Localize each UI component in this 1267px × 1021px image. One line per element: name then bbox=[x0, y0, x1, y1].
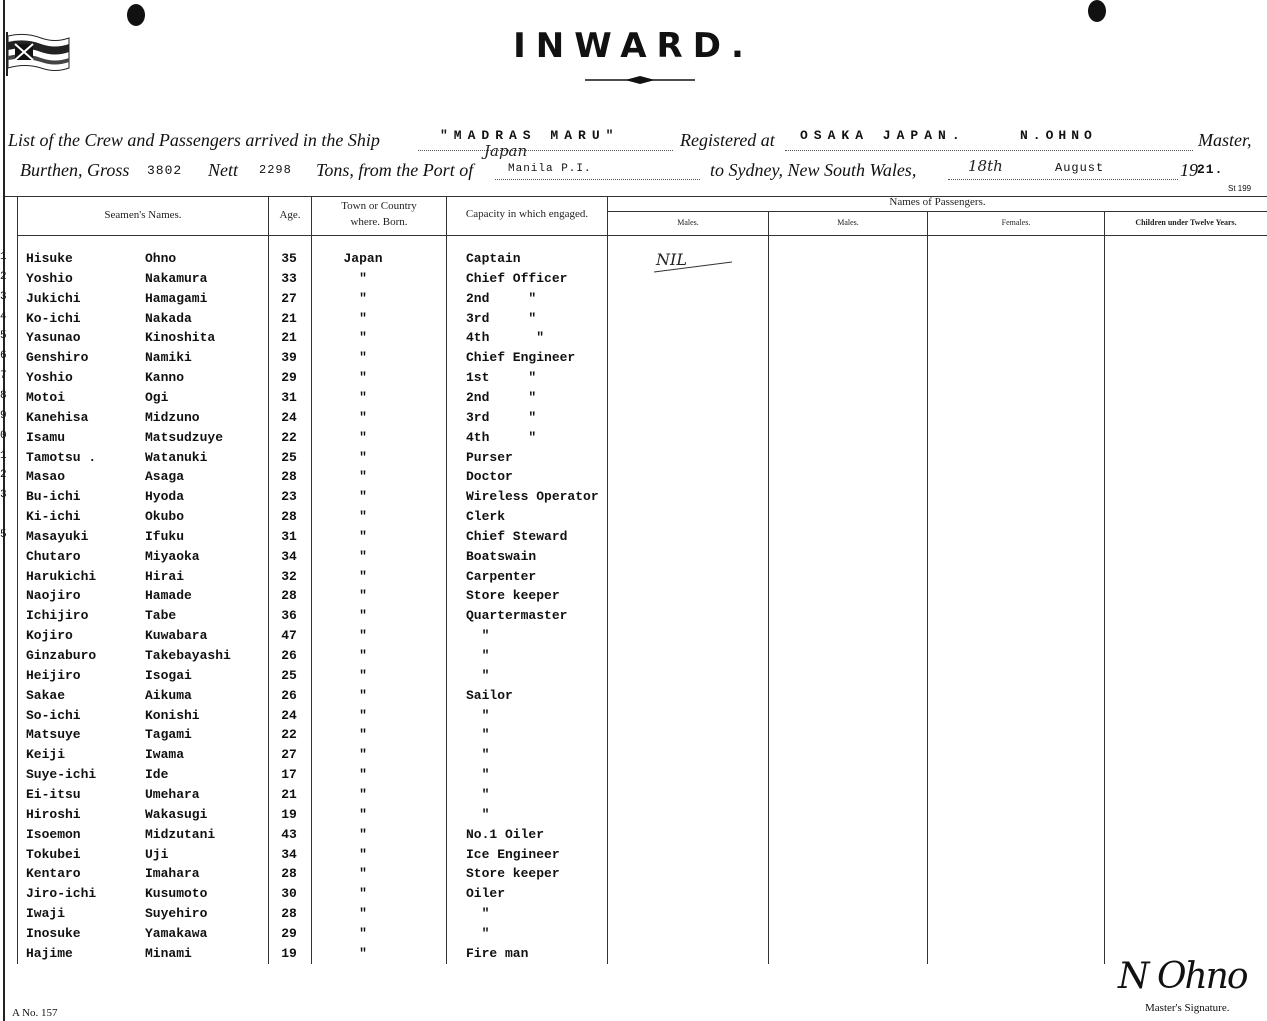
crew-birthplace: " bbox=[359, 866, 367, 881]
crew-age: 25 bbox=[281, 450, 297, 465]
ship-name: "MADRAS MARU" bbox=[440, 128, 620, 143]
crew-age: 28 bbox=[281, 509, 297, 524]
crew-first-name: Isamu bbox=[26, 430, 66, 445]
crew-first-name: Bu-ichi bbox=[26, 489, 81, 504]
month: August bbox=[1055, 161, 1105, 175]
crew-capacity: 2nd " bbox=[466, 390, 537, 405]
crew-capacity: Oiler bbox=[466, 886, 506, 901]
crew-birthplace: " bbox=[359, 608, 367, 623]
crew-age: 26 bbox=[281, 648, 297, 663]
crew-birthplace: " bbox=[359, 509, 367, 524]
crew-surname: Ifuku bbox=[145, 529, 185, 544]
crew-surname: Ide bbox=[145, 767, 169, 782]
crew-first-name: Suye-ichi bbox=[26, 767, 97, 782]
crew-birthplace: " bbox=[359, 727, 367, 742]
header-males-1: Males. bbox=[677, 218, 699, 227]
crew-capacity: " bbox=[466, 787, 490, 802]
header-age: Age. bbox=[279, 209, 301, 221]
crew-capacity: Clerk bbox=[466, 509, 506, 524]
crew-row bbox=[0, 390, 1267, 410]
row-number: 6 bbox=[0, 350, 7, 362]
crew-first-name: Hiroshi bbox=[26, 807, 81, 822]
crew-age: 17 bbox=[281, 767, 297, 782]
crew-capacity: Chief Steward bbox=[466, 529, 568, 544]
crew-first-name: Ginzaburo bbox=[26, 648, 97, 663]
crew-birthplace: " bbox=[359, 489, 367, 504]
port-typed: Manila P.I. bbox=[508, 163, 592, 175]
crew-first-name: Isoemon bbox=[26, 827, 81, 842]
crew-first-name: Yoshio bbox=[26, 271, 73, 286]
crew-row bbox=[0, 827, 1267, 847]
crew-surname: Watanuki bbox=[145, 450, 208, 465]
crew-surname: Kinoshita bbox=[145, 330, 216, 345]
crew-row bbox=[0, 866, 1267, 886]
crew-first-name: Ichijiro bbox=[26, 608, 89, 623]
crew-surname: Umehara bbox=[145, 787, 200, 802]
crew-surname: Tagami bbox=[145, 727, 192, 742]
row-number: 5 bbox=[0, 330, 7, 342]
form-number: A No. 157 bbox=[12, 1007, 58, 1019]
crew-first-name: Genshiro bbox=[26, 350, 89, 365]
crew-age: 28 bbox=[281, 469, 297, 484]
crew-birthplace: " bbox=[359, 688, 367, 703]
crew-age: 26 bbox=[281, 688, 297, 703]
crew-capacity: Fire man bbox=[466, 946, 529, 961]
crew-age: 33 bbox=[281, 271, 297, 286]
day-handwritten: 18th bbox=[968, 157, 1003, 175]
gross-tons: 3802 bbox=[147, 163, 183, 178]
crew-row bbox=[0, 767, 1267, 787]
row-number: 7 bbox=[0, 370, 7, 382]
crew-row bbox=[0, 291, 1267, 311]
crew-surname: Miyaoka bbox=[145, 549, 200, 564]
crew-birthplace: " bbox=[359, 847, 367, 862]
row-number: 0 bbox=[0, 430, 7, 442]
row-number: 2 bbox=[0, 469, 7, 481]
crew-capacity: " bbox=[466, 767, 490, 782]
crew-age: 47 bbox=[281, 628, 297, 643]
crew-capacity: 3rd " bbox=[466, 410, 537, 425]
crew-birthplace: " bbox=[359, 469, 367, 484]
crew-row bbox=[0, 747, 1267, 767]
row-number: 2 bbox=[0, 271, 7, 283]
crew-surname: Hirai bbox=[145, 569, 185, 584]
crew-capacity: " bbox=[466, 668, 490, 683]
tons-from-label: Tons, from the Port of bbox=[316, 160, 474, 180]
row-number: 9 bbox=[0, 410, 7, 422]
crew-birthplace: " bbox=[359, 311, 367, 326]
header-seamen-names: Seamen's Names. bbox=[104, 209, 182, 221]
crew-row bbox=[0, 529, 1267, 549]
crew-capacity: Chief Officer bbox=[466, 271, 568, 286]
crew-row bbox=[0, 450, 1267, 470]
page-title: INWARD. bbox=[513, 26, 754, 66]
crew-first-name: Tokubei bbox=[26, 847, 81, 862]
crew-birthplace: " bbox=[359, 430, 367, 445]
master-name: N.OHNO bbox=[1020, 128, 1097, 143]
crew-capacity: " bbox=[466, 708, 490, 723]
row-number: 5 bbox=[0, 529, 7, 541]
crew-surname: Okubo bbox=[145, 509, 185, 524]
crew-capacity: 4th " bbox=[466, 430, 537, 445]
title-ornament bbox=[585, 76, 695, 84]
crew-first-name: Yasunao bbox=[26, 330, 81, 345]
crew-capacity: No.1 Oiler bbox=[466, 827, 545, 842]
crew-birthplace: " bbox=[359, 906, 367, 921]
crew-first-name: Sakae bbox=[26, 688, 66, 703]
crew-row bbox=[0, 569, 1267, 589]
crew-age: 27 bbox=[281, 291, 297, 306]
crew-age: 43 bbox=[281, 827, 297, 842]
crew-age: 34 bbox=[281, 549, 297, 564]
crew-capacity: " bbox=[466, 648, 490, 663]
crew-capacity: Store keeper bbox=[466, 866, 560, 881]
crew-birthplace: " bbox=[359, 668, 367, 683]
crew-row bbox=[0, 430, 1267, 450]
crew-age: 19 bbox=[281, 946, 297, 961]
crew-first-name: Motoi bbox=[26, 390, 66, 405]
crew-row bbox=[0, 370, 1267, 390]
crew-first-name: Yoshio bbox=[26, 370, 73, 385]
crew-capacity: Store keeper bbox=[466, 588, 560, 603]
crew-surname: Uji bbox=[145, 847, 169, 862]
crew-age: 24 bbox=[281, 708, 297, 723]
crew-age: 21 bbox=[281, 311, 297, 326]
crew-surname: Hamagami bbox=[145, 291, 208, 306]
crew-birthplace: " bbox=[359, 708, 367, 723]
crew-surname: Tabe bbox=[145, 608, 177, 623]
crew-first-name: Harukichi bbox=[26, 569, 97, 584]
crew-first-name: Jiro-ichi bbox=[26, 886, 97, 901]
crew-row bbox=[0, 946, 1267, 966]
registered-port: OSAKA JAPAN. bbox=[800, 128, 966, 143]
crew-capacity: " bbox=[466, 906, 490, 921]
crew-birthplace: " bbox=[359, 330, 367, 345]
nett-tons: 2298 bbox=[259, 163, 292, 177]
crew-surname: Ohno bbox=[145, 251, 177, 266]
crew-capacity: " bbox=[466, 727, 490, 742]
crew-surname: Hyoda bbox=[145, 489, 185, 504]
crew-row bbox=[0, 886, 1267, 906]
crew-age: 28 bbox=[281, 906, 297, 921]
crew-birthplace: " bbox=[359, 450, 367, 465]
crew-first-name: Hisuke bbox=[26, 251, 73, 266]
crew-first-name: Inosuke bbox=[26, 926, 81, 941]
crew-birthplace: " bbox=[359, 529, 367, 544]
crew-age: 31 bbox=[281, 529, 297, 544]
header-children: Children under Twelve Years. bbox=[1135, 218, 1237, 227]
crew-capacity: Ice Engineer bbox=[466, 847, 560, 862]
crew-age: 31 bbox=[281, 390, 297, 405]
crew-surname: Takebayashi bbox=[145, 648, 231, 663]
port-handwritten: Japan bbox=[484, 142, 528, 160]
crew-age: 23 bbox=[281, 489, 297, 504]
crew-age: 30 bbox=[281, 886, 297, 901]
crew-surname: Iwama bbox=[145, 747, 185, 762]
crew-row bbox=[0, 549, 1267, 569]
crew-row bbox=[0, 668, 1267, 688]
row-number: 3 bbox=[0, 291, 7, 303]
crew-first-name: So-ichi bbox=[26, 708, 81, 723]
crew-capacity: Wireless Operator bbox=[466, 489, 599, 504]
crew-surname: Imahara bbox=[145, 866, 200, 881]
crew-capacity: " bbox=[466, 807, 490, 822]
crew-first-name: Jukichi bbox=[26, 291, 81, 306]
crew-row bbox=[0, 489, 1267, 509]
header-capacity: Capacity in which engaged. bbox=[465, 208, 589, 220]
registered-at-label: Registered at bbox=[680, 130, 775, 150]
crew-capacity: 3rd " bbox=[466, 311, 537, 326]
crew-age: 34 bbox=[281, 847, 297, 862]
crew-first-name: Heijiro bbox=[26, 668, 81, 683]
crew-row bbox=[0, 410, 1267, 430]
crew-birthplace: " bbox=[359, 390, 367, 405]
crew-surname: Nakamura bbox=[145, 271, 208, 286]
crew-row bbox=[0, 708, 1267, 728]
crew-birthplace: " bbox=[359, 271, 367, 286]
crew-birthplace: " bbox=[359, 628, 367, 643]
header-females: Females. bbox=[1001, 218, 1031, 227]
crew-capacity: " bbox=[466, 926, 490, 941]
crew-age: 39 bbox=[281, 350, 297, 365]
crew-capacity: " bbox=[466, 747, 490, 762]
registered-dotline bbox=[785, 149, 1193, 151]
header-names-of-passengers: Names of Passengers. bbox=[889, 196, 986, 208]
crew-row bbox=[0, 350, 1267, 370]
passengers-nil-note: NIL bbox=[656, 250, 687, 269]
crew-surname: Minami bbox=[145, 946, 192, 961]
header-town-1: Town or Country bbox=[341, 200, 417, 212]
crew-age: 24 bbox=[281, 410, 297, 425]
crew-capacity: Doctor bbox=[466, 469, 513, 484]
crew-row bbox=[0, 787, 1267, 807]
crew-row bbox=[0, 271, 1267, 291]
crew-age: 28 bbox=[281, 866, 297, 881]
crew-birthplace: " bbox=[359, 767, 367, 782]
crew-capacity: Purser bbox=[466, 450, 513, 465]
crew-capacity: 2nd " bbox=[466, 291, 537, 306]
crew-surname: Kanno bbox=[145, 370, 185, 385]
crew-first-name: Chutaro bbox=[26, 549, 81, 564]
crew-first-name: Matsuye bbox=[26, 727, 81, 742]
crew-capacity: 4th " bbox=[466, 330, 545, 345]
crew-age: 21 bbox=[281, 787, 297, 802]
crew-capacity: Sailor bbox=[466, 688, 513, 703]
crew-surname: Midzuno bbox=[145, 410, 200, 425]
crew-age: 36 bbox=[281, 608, 297, 623]
ship-dotline bbox=[418, 149, 673, 151]
header-town-2: where. Born. bbox=[350, 216, 408, 228]
crew-row bbox=[0, 648, 1267, 668]
crew-surname: Wakasugi bbox=[145, 807, 208, 822]
row-number: 3 bbox=[0, 489, 7, 501]
crew-row bbox=[0, 469, 1267, 489]
table-header-rule bbox=[18, 235, 1267, 236]
crew-age: 22 bbox=[281, 727, 297, 742]
crew-surname: Hamade bbox=[145, 588, 192, 603]
crew-row bbox=[0, 807, 1267, 827]
crew-surname: Namiki bbox=[145, 350, 192, 365]
crew-age: 21 bbox=[281, 330, 297, 345]
crew-capacity: 1st " bbox=[466, 370, 537, 385]
row-number: 8 bbox=[0, 390, 7, 402]
crew-birthplace: " bbox=[359, 787, 367, 802]
header-males-2: Males. bbox=[837, 218, 859, 227]
crew-row bbox=[0, 926, 1267, 946]
crew-surname: Aikuma bbox=[145, 688, 192, 703]
crew-birthplace: " bbox=[359, 410, 367, 425]
crew-surname: Kuwabara bbox=[145, 628, 208, 643]
crew-row bbox=[0, 251, 1267, 271]
year-prefix: 19 bbox=[1180, 160, 1198, 180]
crew-first-name: Ko-ichi bbox=[26, 311, 81, 326]
crew-first-name: Keiji bbox=[26, 747, 66, 762]
punch-hole-right bbox=[1088, 0, 1106, 22]
crew-age: 27 bbox=[281, 747, 297, 762]
crew-first-name: Iwaji bbox=[26, 906, 66, 921]
crew-surname: Matsudzuye bbox=[145, 430, 224, 445]
crew-age: 22 bbox=[281, 430, 297, 445]
crew-first-name: Ki-ichi bbox=[26, 509, 81, 524]
crew-row bbox=[0, 628, 1267, 648]
nett-label: Nett bbox=[208, 160, 238, 180]
crew-first-name: Kentaro bbox=[26, 866, 81, 881]
crew-birthplace: " bbox=[359, 648, 367, 663]
crew-capacity: Captain bbox=[466, 251, 521, 266]
master-signature: N Ohno bbox=[1118, 956, 1247, 997]
crew-birthplace: " bbox=[359, 549, 367, 564]
crew-row bbox=[0, 906, 1267, 926]
crew-first-name: Masayuki bbox=[26, 529, 89, 544]
port-dotline bbox=[495, 178, 700, 180]
crew-birthplace: Japan bbox=[343, 251, 383, 266]
crew-birthplace: " bbox=[359, 370, 367, 385]
crew-age: 32 bbox=[281, 569, 297, 584]
crew-row bbox=[0, 608, 1267, 628]
crew-capacity: " bbox=[466, 628, 490, 643]
crew-first-name: Tamotsu . bbox=[26, 450, 97, 465]
crew-first-name: Ei-itsu bbox=[26, 787, 81, 802]
crew-age: 29 bbox=[281, 926, 297, 941]
crew-age: 19 bbox=[281, 807, 297, 822]
crew-birthplace: " bbox=[359, 886, 367, 901]
crew-row bbox=[0, 330, 1267, 350]
crew-surname: Asaga bbox=[145, 469, 185, 484]
crew-birthplace: " bbox=[359, 807, 367, 822]
crew-first-name: Kanehisa bbox=[26, 410, 89, 425]
st-code: St 199 bbox=[1228, 184, 1252, 193]
crew-row bbox=[0, 311, 1267, 331]
crew-row bbox=[0, 847, 1267, 867]
crew-row bbox=[0, 688, 1267, 708]
crew-age: 35 bbox=[281, 251, 297, 266]
crew-row bbox=[0, 588, 1267, 608]
crew-capacity: Quartermaster bbox=[466, 608, 568, 623]
crew-birthplace: " bbox=[359, 350, 367, 365]
crew-birthplace: " bbox=[359, 747, 367, 762]
crew-surname: Suyehiro bbox=[145, 906, 208, 921]
to-sydney-label: to Sydney, New South Wales, bbox=[710, 160, 917, 180]
row-number: 1 bbox=[0, 450, 7, 462]
punch-hole-left bbox=[127, 4, 145, 26]
crew-birthplace: " bbox=[359, 588, 367, 603]
crew-age: 28 bbox=[281, 588, 297, 603]
crew-birthplace: " bbox=[359, 827, 367, 842]
crew-surname: Isogai bbox=[145, 668, 192, 683]
crew-birthplace: " bbox=[359, 926, 367, 941]
crew-row bbox=[0, 727, 1267, 747]
crew-surname: Konishi bbox=[145, 708, 200, 723]
date-dotline bbox=[948, 178, 1178, 180]
row-number: 1 bbox=[0, 251, 7, 263]
crew-capacity: Carpenter bbox=[466, 569, 537, 584]
year-typed: 21. bbox=[1197, 162, 1224, 177]
crew-surname: Kusumoto bbox=[145, 886, 208, 901]
crew-surname: Midzutani bbox=[145, 827, 216, 842]
list-of-crew-label: List of the Crew and Passengers arrived in the Ship bbox=[8, 130, 380, 150]
crew-age: 25 bbox=[281, 668, 297, 683]
crew-birthplace: " bbox=[359, 569, 367, 584]
signature-label: Master's Signature. bbox=[1145, 1002, 1230, 1014]
crew-age: 29 bbox=[281, 370, 297, 385]
crew-first-name: Naojiro bbox=[26, 588, 81, 603]
crew-capacity: Boatswain bbox=[466, 549, 537, 564]
crew-first-name: Hajime bbox=[26, 946, 73, 961]
master-label: Master, bbox=[1198, 130, 1252, 150]
burthen-label: Burthen, Gross bbox=[20, 160, 130, 180]
row-number: 4 bbox=[0, 311, 7, 323]
crew-surname: Ogi bbox=[145, 390, 169, 405]
crew-surname: Nakada bbox=[145, 311, 192, 326]
crew-row bbox=[0, 509, 1267, 529]
crew-first-name: Kojiro bbox=[26, 628, 73, 643]
crew-capacity: Chief Engineer bbox=[466, 350, 576, 365]
crew-birthplace: " bbox=[359, 291, 367, 306]
crew-birthplace: " bbox=[359, 946, 367, 961]
crew-first-name: Masao bbox=[26, 469, 66, 484]
passengers-sub-rule bbox=[608, 211, 1267, 212]
crew-surname: Yamakawa bbox=[145, 926, 208, 941]
